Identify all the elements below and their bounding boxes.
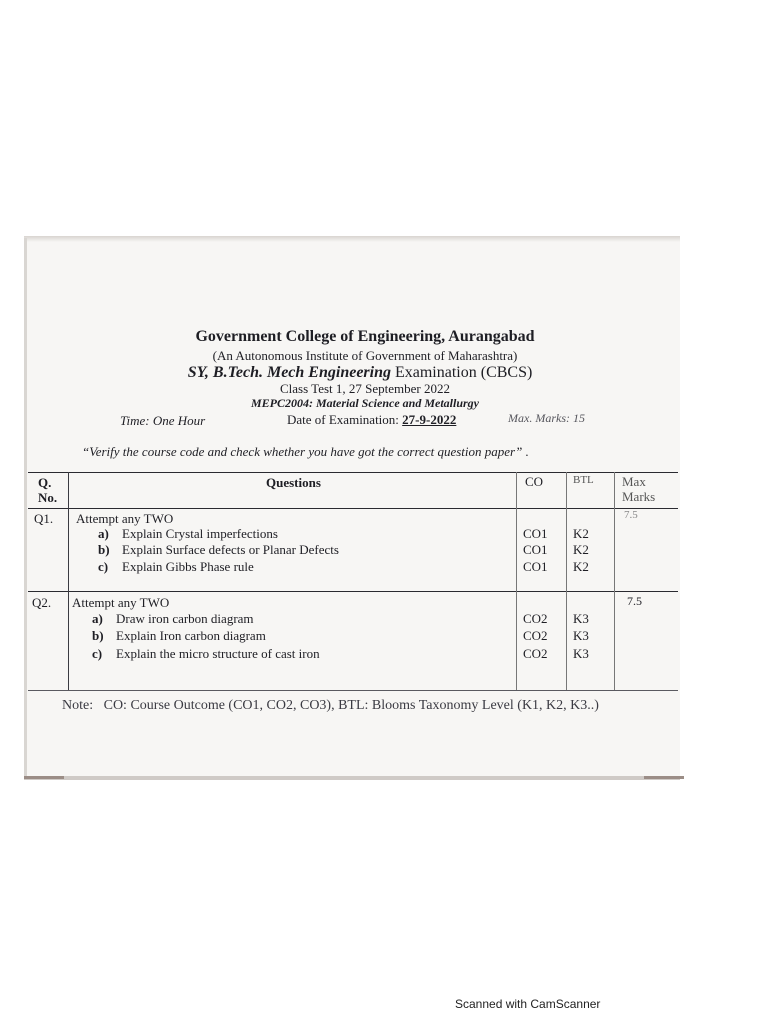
question-1-number: Q1. — [34, 511, 54, 526]
question-2b-label: b) — [92, 628, 104, 643]
question-2-number: Q2. — [32, 595, 52, 610]
question-1c-label: c) — [98, 559, 109, 574]
exam-title — [110, 364, 610, 382]
column-divider-questions — [516, 472, 517, 690]
header-qno-line2: No. — [38, 490, 58, 505]
question-1a-btl: K2 — [573, 526, 589, 541]
question-1c-text: Explain Gibbs Phase rule — [122, 559, 254, 574]
header-btl: BTL — [573, 474, 594, 486]
time-info: Time: One Hour — [120, 413, 206, 428]
question-1b-label: b) — [98, 542, 110, 557]
instruction: “Verify the course code and check whether you have got the correct question paper” . — [82, 444, 529, 459]
course-title: MEPC2004: Material Science and Metallurgy — [251, 396, 479, 410]
question-1b — [98, 542, 339, 558]
program-name: SY, B.Tech. Mech Engineering — [187, 364, 391, 381]
question-2a-co: CO2 — [523, 611, 548, 626]
question-1c-co: CO1 — [523, 559, 548, 574]
question-1c-btl: K2 — [573, 559, 589, 574]
question-1b-btl: K2 — [573, 542, 589, 557]
header-questions: Questions — [266, 475, 321, 490]
question-1a-co: CO1 — [523, 526, 548, 541]
college-name: Government College of Engineering, Aurangabad — [195, 328, 535, 345]
question-2b — [92, 628, 266, 644]
question-2c-label: c) — [92, 646, 103, 661]
question-2c-text: Explain the micro structure of cast iron — [116, 646, 320, 661]
question-2-marks: 7.5 — [627, 594, 642, 608]
table-top-border — [28, 472, 678, 473]
question-2a — [92, 611, 254, 627]
column-divider-btl — [614, 472, 615, 690]
header-divider — [28, 508, 678, 509]
footnote: Note: CO: Course Outcome (CO1, CO2, CO3), BTL: Blooms Taxonomy Level (K1, K2, K3..) — [62, 698, 599, 713]
scanner-watermark: Scanned with CamScanner — [455, 997, 601, 1011]
header-qno-line1: Q. — [38, 475, 52, 490]
question-1a — [98, 526, 278, 542]
header-marks-line1: Max — [622, 474, 646, 489]
question-1b-text: Explain Surface defects or Planar Defects — [122, 542, 339, 557]
question-2c-co: CO2 — [523, 646, 548, 661]
question-2a-label: a) — [92, 611, 103, 626]
question-2c — [92, 646, 320, 662]
row-divider — [28, 591, 678, 592]
column-divider-qno — [68, 472, 69, 690]
question-2b-text: Explain Iron carbon diagram — [116, 628, 266, 643]
max-marks: Max. Marks: 15 — [508, 411, 585, 425]
paper-top-shadow — [24, 236, 680, 242]
question-2b-co: CO2 — [523, 628, 548, 643]
class-test-line: Class Test 1, 27 September 2022 — [279, 381, 450, 396]
institute-subtitle: (An Autonomous Institute of Government of Maharashtra) — [212, 348, 518, 363]
column-divider-co — [566, 472, 567, 690]
exam-type: Examination (CBCS) — [394, 364, 533, 381]
exam-date — [287, 412, 456, 428]
header-co: CO — [525, 474, 544, 489]
question-2a-text: Draw iron carbon diagram — [116, 611, 254, 626]
question-1c — [98, 559, 254, 575]
date-label: Date of Examination: — [287, 412, 399, 427]
question-2a-btl: K3 — [573, 611, 589, 626]
question-1a-text: Explain Crystal imperfections — [122, 526, 278, 541]
question-2-title: Attempt any TWO — [72, 595, 170, 610]
question-1-marks: 7.5 — [624, 509, 638, 521]
question-2b-btl: K3 — [573, 628, 589, 643]
paper-left-edge — [24, 238, 27, 780]
question-1-title: Attempt any TWO — [76, 511, 174, 526]
question-1b-co: CO1 — [523, 542, 548, 557]
header-marks-line2: Marks — [622, 489, 656, 504]
question-1a-label: a) — [98, 526, 109, 541]
table-bottom-border — [28, 690, 678, 691]
paper-bottom-edge — [24, 776, 680, 780]
question-2c-btl: K3 — [573, 646, 589, 661]
date-value: 27-9-2022 — [402, 412, 457, 427]
